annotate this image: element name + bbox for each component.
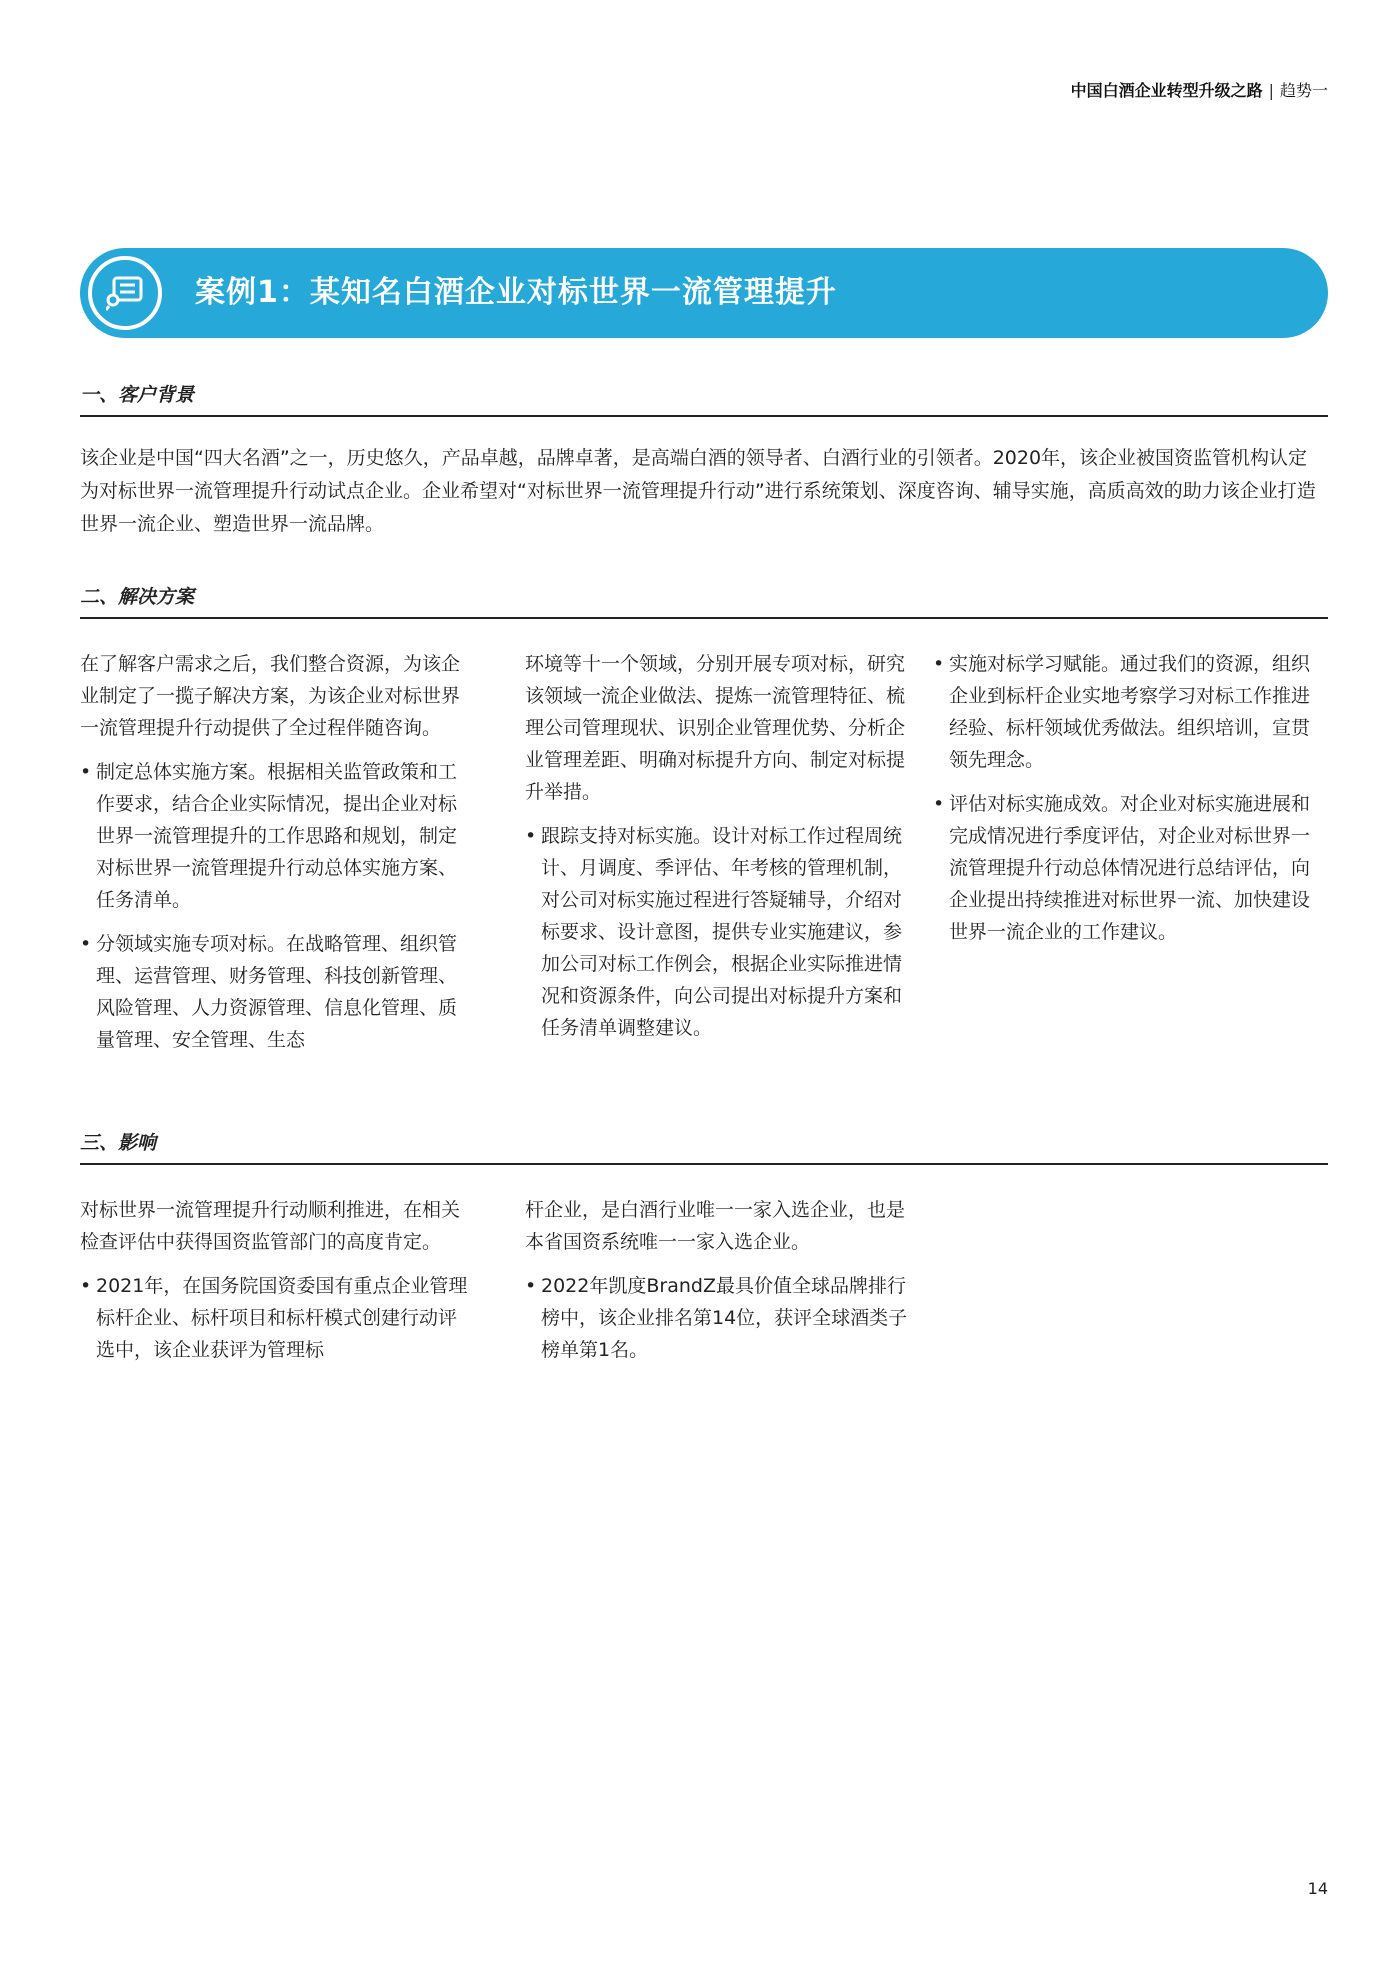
list-item: • 制定总体实施方案。根据相关监管政策和工作要求，结合企业实际情况，提出企业对标世界一流管理提升的工作思路和规划，制定对标世界一流管理提升行动总体实施方案、任务清单。: [80, 756, 470, 916]
document-title: 中国白酒企业转型升级之路: [1070, 81, 1263, 100]
list-item-continued: 杆企业，是白酒行业唯一一家入选企业，也是本省国资系统唯一一家入选企业。: [525, 1199, 906, 1253]
impact-intro: 对标世界一流管理提升行动顺利推进，在相关检查评估中获得国资监管部门的高度肯定。: [80, 1199, 461, 1253]
solution-column-3: [933, 648, 1328, 960]
solution-column-2: [525, 648, 915, 1056]
list-item: • 评估对标实施成效。对企业对标实施进展和完成情况进行季度评估，对企业对标世界一流管理提升行动总体情况进行总结评估，向企业提出持续推进对标世界一流、加快建设世界一流企业的工作建议。: [933, 788, 1328, 948]
list-item: • 跟踪支持对标实施。设计对标工作过程周统计、月调度、季评估、年考核的管理机制，对公司对标实施过程进行答疑辅导，介绍对标要求、设计意图，提供专业实施建议，参加公司对标工作例会，根据企业实际推进情况和资源条件，向公司提出对标提升方案和任务清单调整建议。: [525, 820, 915, 1044]
section-heading-background: 一、客户背景: [80, 380, 1328, 417]
case-banner: [80, 248, 1328, 338]
list-item-continued: 环境等十一个领域，分别开展专项对标，研究该领域一流企业做法、提炼一流管理特征、梳理公司管理现状、识别企业管理优势、分析企业管理差距、明确对标提升方向、制定对标提升举措。: [525, 653, 906, 803]
impact-column-1: [80, 1194, 470, 1378]
solution-intro: 在了解客户需求之后，我们整合资源，为该企业制定了一揽子解决方案，为该企业对标世界一流管理提升行动提供了全过程伴随咨询。: [80, 653, 461, 739]
chapter-label: 趋势一: [1279, 81, 1328, 100]
list-item: • 2021年，在国务院国资委国有重点企业管理标杆企业、标杆项目和标杆模式创建行动评选中，该企业获评为管理标: [80, 1270, 470, 1366]
solution-column-1: [80, 648, 470, 1068]
case-title: 案例1：某知名白酒企业对标世界一流管理提升: [195, 275, 837, 310]
running-header: [1071, 78, 1328, 101]
chat-list-icon: [88, 256, 162, 330]
list-item: • 分领域实施专项对标。在战略管理、组织管理、运营管理、财务管理、科技创新管理、风险管理、人力资源管理、信息化管理、质量管理、安全管理、生态: [80, 928, 470, 1056]
section-heading-impact: 三、影响: [80, 1128, 1328, 1165]
list-item: • 2022年凯度BrandZ最具价值全球品牌排行榜中，该企业排名第14位，获评全球酒类子榜单第1名。: [525, 1270, 915, 1366]
impact-column-2: [525, 1194, 915, 1378]
page-number: 14: [1307, 1879, 1328, 1898]
background-paragraph: 该企业是中国“四大名酒”之一，历史悠久，产品卓越，品牌卓著，是高端白酒的领导者、白酒行业的引领者。2020年，该企业被国资监管机构认定为对标世界一流管理提升行动试点企业。企业希望对“对标世界一流管理提升行动”进行系统策划、深度咨询、辅导实施，高质高效的助力该企业打造世界一流企业、塑造世界一流品牌。: [80, 447, 1316, 535]
section-heading-solution: 二、解决方案: [80, 582, 1328, 619]
header-separator: |: [1268, 81, 1274, 100]
list-item: • 实施对标学习赋能。通过我们的资源，组织企业到标杆企业实地考察学习对标工作推进经验、标杆领域优秀做法。组织培训，宣贯领先理念。: [933, 648, 1328, 776]
